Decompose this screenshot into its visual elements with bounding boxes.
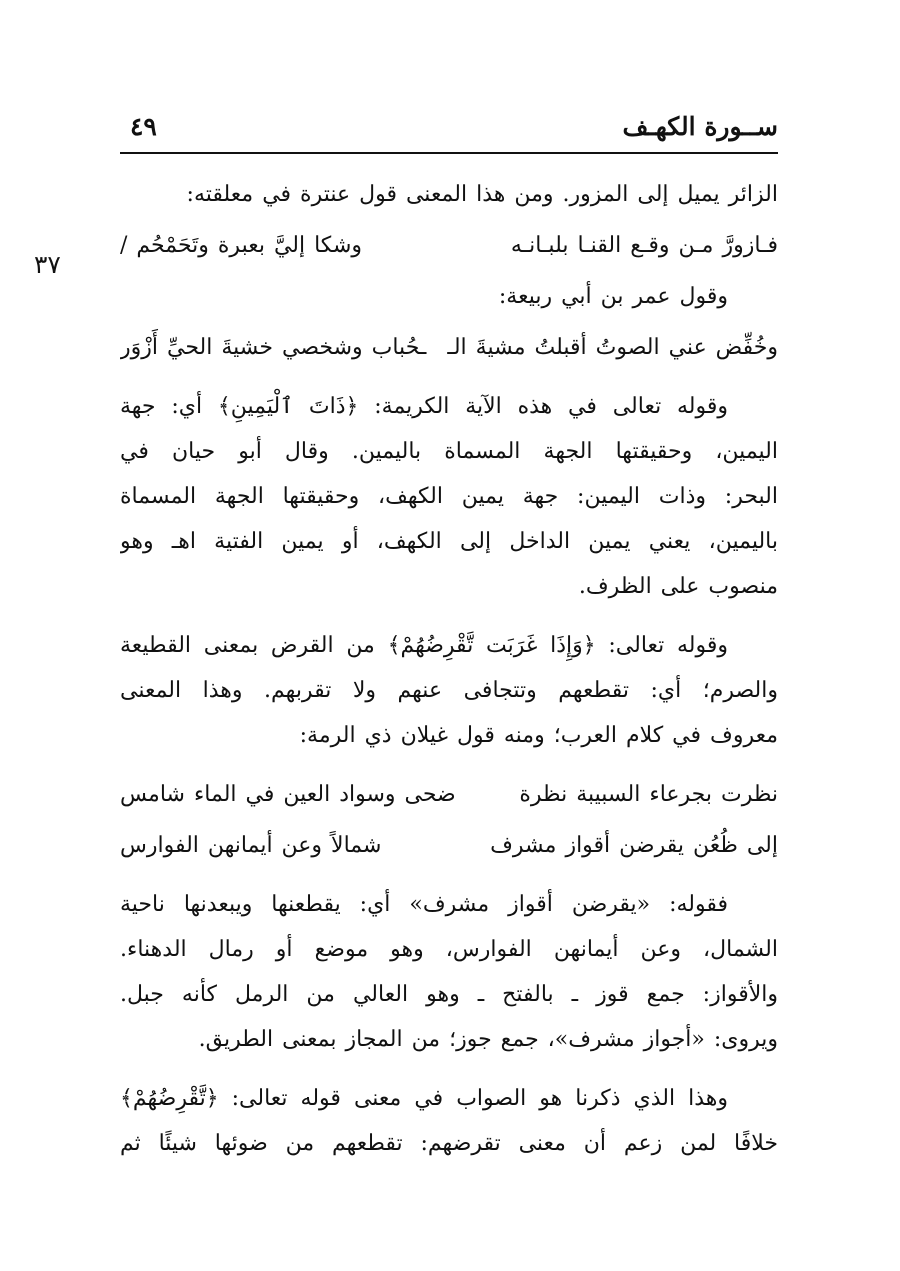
paragraph-line: فقوله: «يقرضن أقواز مشرف» أي: يقطعنها ويبعدنها ناحية [120, 892, 728, 917]
page-number: ٤٩ [130, 112, 157, 141]
verse-second-hemistich: ضحى وسواد العين في الماء شامس [120, 782, 456, 807]
poem-verse [120, 223, 778, 268]
verse-second-hemistich: ـحُباب وشخصي خشيةَ الحيِّ أَزْوَر [120, 335, 427, 360]
page-body [120, 172, 778, 1166]
poem-verse [120, 772, 778, 817]
paragraph-line: باليمين، يعني يمين الداخل إلى الكهف، أو يمين الفتية اهـ وهو [120, 529, 778, 554]
paragraph-line: اليمين، وحقيقتها الجهة المسماة باليمين. وقال أبو حيان في [120, 439, 778, 464]
verse-first-hemistich: إلى ظُعُن يقرضن أقواز مشرف [490, 833, 778, 858]
text-line: وقول عمر بن أبي ربيعة: [498, 284, 728, 309]
paragraph-line: منصوب على الظرف. [578, 574, 778, 599]
paragraph-line: وقوله تعالى: ﴿وَإِذَا غَرَبَت تَّقْرِضُهُمْ﴾ من القرض بمعنى القطيعة [120, 633, 728, 658]
paragraph-line: والصرم؛ أي: تقطعهم وتتجافى عنهم ولا تقربهم. وهذا المعنى [120, 678, 778, 703]
poem-verse [120, 325, 778, 370]
paragraph-line: خلافًا لمن زعم أن معنى تقرضهم: تقطعهم من ضوئها شيئًا ثم [120, 1131, 778, 1156]
verse-first-hemistich: نظرت بجرعاء السبيبة نظرة [519, 782, 778, 807]
surah-title: ســورة الكهـف [622, 112, 778, 141]
poem-verse [120, 823, 778, 868]
page-header [120, 112, 778, 154]
verse-first-hemistich: فـازورَّ مـن وقـع القنـا بلبـانـه [510, 233, 778, 258]
paragraph-line: البحر: وذات اليمين: جهة يمين الكهف، وحقيقتها الجهة المسماة [120, 484, 778, 509]
paragraph-line: ويروى: «أجواز مشرف»، جمع جوز؛ من المجاز بمعنى الطريق. [198, 1027, 778, 1052]
paragraph-line: وهذا الذي ذكرنا هو الصواب في معنى قوله تعالى: ﴿تَّقْرِضُهُمْ﴾ [120, 1086, 728, 1111]
verse-second-hemistich: شمالاً وعن أيمانهن الفوارس [120, 833, 382, 858]
paragraph-line: الشمال، وعن أيمانهن الفوارس، وهو موضع أو رمال الدهناء. [120, 937, 778, 962]
text-line: الزائر يميل إلى المزور. ومن هذا المعنى قول عنترة في معلقته: [186, 182, 778, 207]
verse-second-hemistich: وشكا إليَّ بعبرة وتَحَمْحُم / [120, 233, 362, 258]
margin-reference-number: ٣٧ [34, 250, 61, 279]
paragraph-line: والأقواز: جمع قوز ـ بالفتح ـ وهو العالي من الرمل كأنه جبل. [120, 982, 778, 1007]
paragraph-line: وقوله تعالى في هذه الآية الكريمة: ﴿ذَاتَ ٱلْيَمِينِ﴾ أي: جهة [120, 394, 728, 419]
paragraph-line: معروف في كلام العرب؛ ومنه قول غيلان ذي الرمة: [299, 723, 778, 748]
verse-first-hemistich: وخُفِّض عني الصوتُ أقبلتُ مشيةَ الـ [447, 335, 778, 360]
